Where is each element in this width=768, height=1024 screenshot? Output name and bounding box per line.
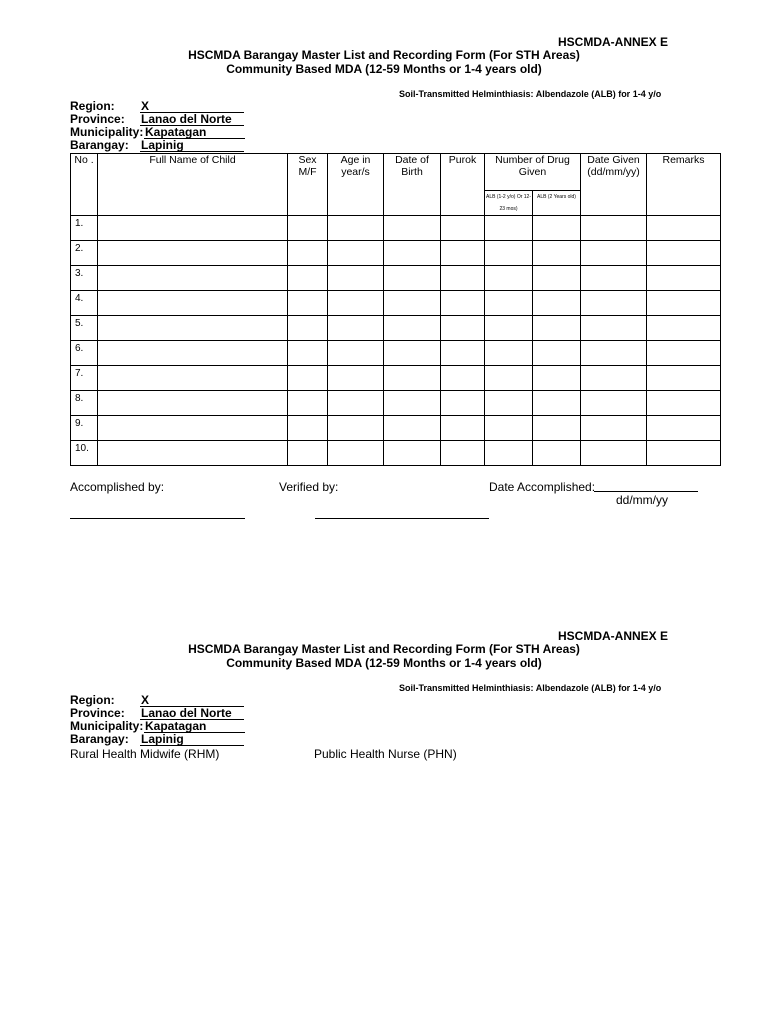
table-row	[71, 291, 721, 316]
table-cell[interactable]	[533, 441, 581, 466]
province-row	[70, 112, 244, 126]
table-cell[interactable]	[647, 366, 721, 391]
table-cell[interactable]	[328, 391, 384, 416]
table-row	[71, 341, 721, 366]
table-cell[interactable]	[441, 441, 485, 466]
table-cell[interactable]	[328, 241, 384, 266]
annex-label-2: HSCMDA-ANNEX E	[558, 629, 669, 643]
row-number: 7.	[71, 366, 98, 391]
table-cell[interactable]	[533, 416, 581, 441]
table-cell[interactable]	[441, 216, 485, 241]
table-cell[interactable]	[384, 316, 441, 341]
table-cell[interactable]	[581, 341, 647, 366]
table-cell[interactable]	[485, 266, 533, 291]
form-title-line1: HSCMDA Barangay Master List and Recording Form (For STH Areas)	[188, 48, 580, 62]
date-format-label: dd/mm/yy	[616, 493, 669, 507]
table-cell[interactable]	[98, 441, 288, 466]
form-title-line1-2: HSCMDA Barangay Master List and Recording Form (For STH Areas)	[188, 642, 580, 656]
table-cell[interactable]	[647, 341, 721, 366]
table-cell[interactable]	[485, 441, 533, 466]
province-label-2: Province:	[70, 706, 125, 720]
table-cell[interactable]	[581, 366, 647, 391]
header-full-name: Full Name of Child	[98, 154, 288, 216]
table-cell[interactable]	[647, 241, 721, 266]
table-cell[interactable]	[384, 341, 441, 366]
table-cell[interactable]	[485, 291, 533, 316]
table-cell[interactable]	[647, 216, 721, 241]
table-cell[interactable]	[288, 216, 328, 241]
municipality-row-2	[70, 719, 245, 733]
province-row-2	[70, 706, 244, 720]
header-date-given: Date Given (dd/mm/yy)	[581, 154, 647, 216]
table-cell[interactable]	[533, 291, 581, 316]
row-number: 10.	[71, 441, 98, 466]
municipality-row	[70, 125, 245, 139]
table-cell[interactable]	[384, 441, 441, 466]
row-number: 2.	[71, 241, 98, 266]
table-cell[interactable]	[288, 241, 328, 266]
table-cell[interactable]	[485, 216, 533, 241]
table-cell[interactable]	[98, 416, 288, 441]
region-label: Region:	[70, 99, 115, 113]
table-cell[interactable]	[288, 266, 328, 291]
table-cell[interactable]	[533, 241, 581, 266]
subheader-alb-2: ALB (2 Years old)	[533, 191, 581, 216]
barangay-label-2: Barangay:	[70, 732, 129, 746]
table-row	[71, 441, 721, 466]
region-value: X	[140, 100, 244, 113]
date-accomplished-label: Date Accomplished:	[489, 480, 596, 494]
form-title-line2-2: Community Based MDA (12-59 Months or 1-4 years old)	[226, 656, 542, 670]
sth-subtitle-2: Soil-Transmitted Helminthiasis: Albendazole (ALB) for 1-4 y/o	[399, 683, 662, 693]
row-number: 1.	[71, 216, 98, 241]
table-cell[interactable]	[441, 366, 485, 391]
table-cell[interactable]	[485, 366, 533, 391]
table-cell[interactable]	[98, 291, 288, 316]
table-cell[interactable]	[384, 291, 441, 316]
table-cell[interactable]	[533, 216, 581, 241]
barangay-value: Lapinig	[140, 139, 244, 152]
table-cell[interactable]	[485, 241, 533, 266]
row-number: 3.	[71, 266, 98, 291]
region-value-2: X	[140, 694, 244, 707]
table-cell[interactable]	[647, 291, 721, 316]
table-row	[71, 316, 721, 341]
table-cell[interactable]	[328, 216, 384, 241]
table-cell[interactable]	[533, 391, 581, 416]
accomplished-by-signature-line[interactable]	[70, 518, 245, 519]
table-cell[interactable]	[581, 391, 647, 416]
table-cell[interactable]	[581, 291, 647, 316]
table-row	[71, 216, 721, 241]
row-number: 8.	[71, 391, 98, 416]
header-drug-given: Number of Drug Given	[485, 154, 581, 191]
header-sex: Sex M/F	[288, 154, 328, 216]
table-row	[71, 266, 721, 291]
table-cell[interactable]	[581, 316, 647, 341]
table-cell[interactable]	[328, 366, 384, 391]
sth-subtitle: Soil-Transmitted Helminthiasis: Albendazole (ALB) for 1-4 y/o	[399, 89, 662, 99]
table-cell[interactable]	[328, 341, 384, 366]
table-cell[interactable]	[384, 416, 441, 441]
table-cell[interactable]	[581, 266, 647, 291]
table-cell[interactable]	[441, 316, 485, 341]
table-cell[interactable]	[328, 291, 384, 316]
province-value: Lanao del Norte	[140, 113, 244, 126]
phn-label: Public Health Nurse (PHN)	[314, 747, 457, 761]
header-age: Age in year/s	[328, 154, 384, 216]
table-cell[interactable]	[98, 391, 288, 416]
table-cell[interactable]	[288, 416, 328, 441]
table-cell[interactable]	[288, 316, 328, 341]
row-number: 4.	[71, 291, 98, 316]
table-cell[interactable]	[441, 391, 485, 416]
region-label-2: Region:	[70, 693, 115, 707]
table-row	[71, 391, 721, 416]
table-cell[interactable]	[328, 266, 384, 291]
table-cell[interactable]	[288, 391, 328, 416]
table-cell[interactable]	[441, 291, 485, 316]
table-cell[interactable]	[581, 241, 647, 266]
header-purok: Purok	[441, 154, 485, 216]
table-cell[interactable]	[581, 441, 647, 466]
table-cell[interactable]	[384, 366, 441, 391]
accomplished-by-label: Accomplished by:	[70, 480, 165, 494]
form-title-line2: Community Based MDA (12-59 Months or 1-4 years old)	[226, 62, 542, 76]
province-value-2: Lanao del Norte	[140, 707, 244, 720]
province-label: Province:	[70, 112, 125, 126]
table-cell[interactable]	[441, 341, 485, 366]
table-cell[interactable]	[288, 341, 328, 366]
table-row	[71, 366, 721, 391]
region-row-2	[70, 693, 244, 707]
table-cell[interactable]	[485, 391, 533, 416]
table-cell[interactable]	[441, 241, 485, 266]
table-cell[interactable]	[288, 366, 328, 391]
table-cell[interactable]	[533, 316, 581, 341]
barangay-label: Barangay:	[70, 138, 129, 152]
table-cell[interactable]	[533, 366, 581, 391]
annex-label: HSCMDA-ANNEX E	[558, 35, 669, 49]
municipality-value-2: Kapatagan	[144, 720, 245, 733]
table-cell[interactable]	[647, 316, 721, 341]
region-row	[70, 99, 244, 113]
table-cell[interactable]	[384, 391, 441, 416]
municipality-label: Municipality:	[70, 125, 144, 139]
table-cell[interactable]	[384, 216, 441, 241]
table-cell[interactable]	[533, 341, 581, 366]
table-cell[interactable]	[98, 366, 288, 391]
table-cell[interactable]	[288, 441, 328, 466]
table-cell[interactable]	[647, 441, 721, 466]
table-cell[interactable]	[98, 266, 288, 291]
table-cell[interactable]	[485, 316, 533, 341]
table-cell[interactable]	[384, 266, 441, 291]
table-cell[interactable]	[98, 316, 288, 341]
table-cell[interactable]	[647, 391, 721, 416]
row-number: 5.	[71, 316, 98, 341]
rhm-label: Rural Health Midwife (RHM)	[70, 747, 220, 761]
row-number: 9.	[71, 416, 98, 441]
table-cell[interactable]	[288, 291, 328, 316]
verified-by-label: Verified by:	[279, 480, 339, 494]
table-cell[interactable]	[441, 416, 485, 441]
table-cell[interactable]	[328, 316, 384, 341]
date-accomplished-line[interactable]	[594, 491, 698, 492]
barangay-row-2	[70, 732, 244, 746]
barangay-row	[70, 138, 244, 152]
table-cell[interactable]	[98, 341, 288, 366]
table-cell[interactable]	[647, 416, 721, 441]
header-no: No .	[71, 154, 98, 216]
table-cell[interactable]	[328, 441, 384, 466]
table-cell[interactable]	[485, 416, 533, 441]
table-cell[interactable]	[581, 216, 647, 241]
master-list-table	[70, 153, 721, 466]
table-cell[interactable]	[581, 416, 647, 441]
municipality-label-2: Municipality:	[70, 719, 144, 733]
municipality-value: Kapatagan	[144, 126, 245, 139]
table-cell[interactable]	[441, 266, 485, 291]
table-cell[interactable]	[485, 341, 533, 366]
table-cell[interactable]	[647, 266, 721, 291]
table-row	[71, 416, 721, 441]
barangay-value-2: Lapinig	[140, 733, 244, 746]
table-cell[interactable]	[384, 241, 441, 266]
table-cell[interactable]	[328, 416, 384, 441]
subheader-alb-1-2: ALB (1-2 y/o) Or 12-23 mos)	[485, 191, 533, 216]
header-remarks: Remarks	[647, 154, 721, 216]
verified-by-signature-line[interactable]	[315, 518, 489, 519]
header-date-of-birth: Date of Birth	[384, 154, 441, 216]
table-cell[interactable]	[98, 241, 288, 266]
row-number: 6.	[71, 341, 98, 366]
table-cell[interactable]	[533, 266, 581, 291]
table-row	[71, 241, 721, 266]
table-cell[interactable]	[98, 216, 288, 241]
